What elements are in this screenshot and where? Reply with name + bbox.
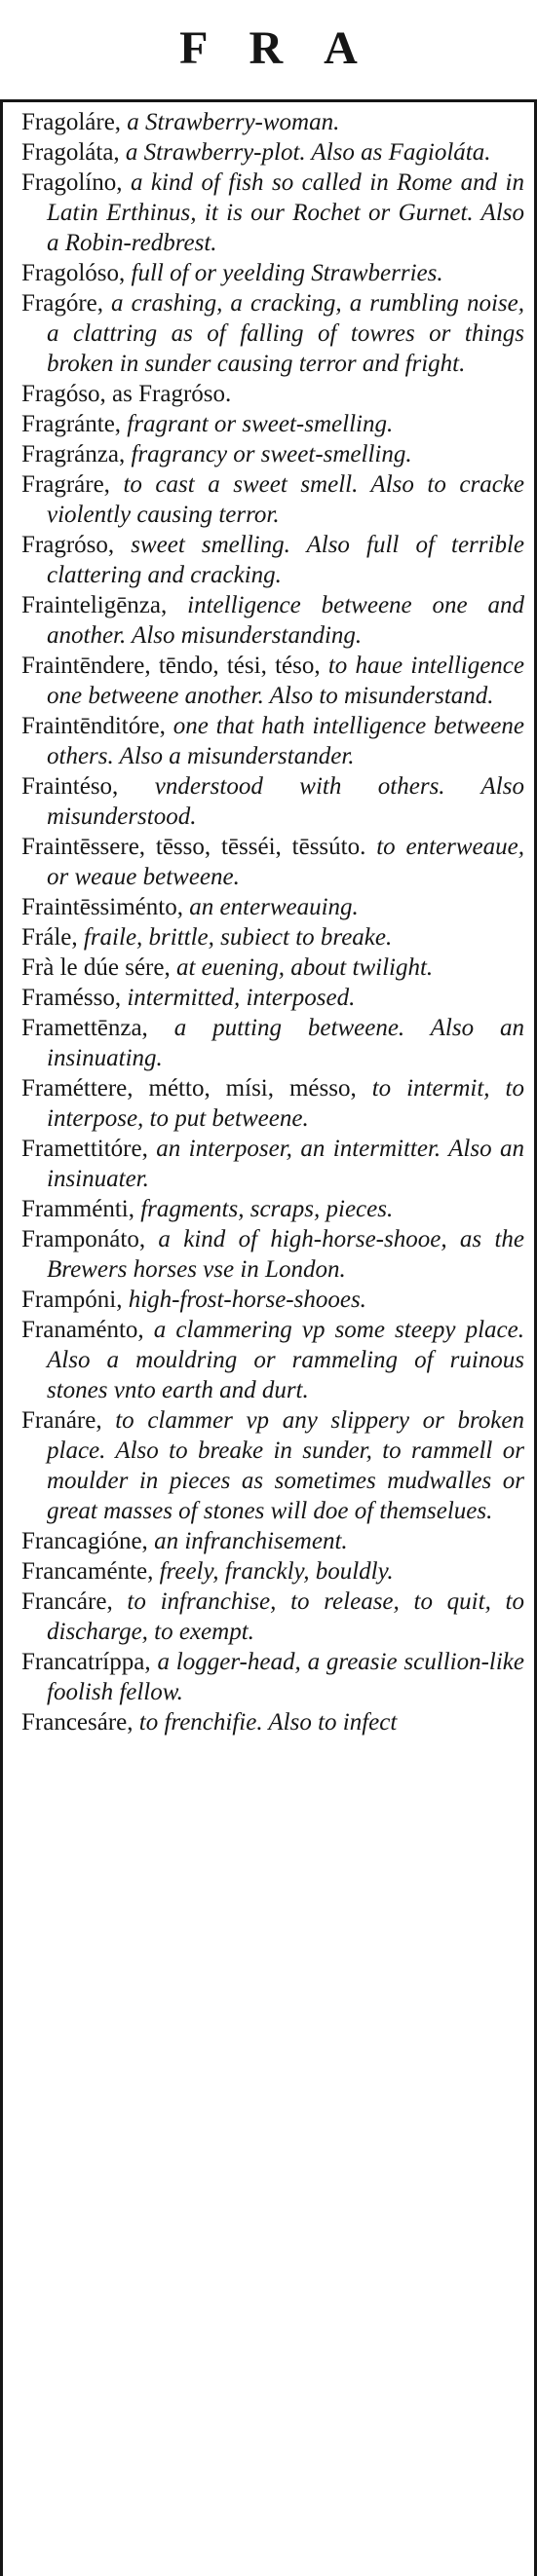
page-header xyxy=(0,0,537,97)
dictionary-entry xyxy=(21,1194,524,1224)
dictionary-entry xyxy=(21,922,524,952)
entry-headword: Frainteligēnza, xyxy=(21,592,168,618)
entry-headword: Francaménte, xyxy=(21,1558,154,1585)
dictionary-entry xyxy=(21,1224,524,1285)
entry-definition: freely, franckly, bouldly. xyxy=(153,1558,394,1585)
dictionary-entry xyxy=(21,379,524,409)
entry-definition: a kind of fish so called in Rome and in Latin Erthinus, it is our Rochet or Gurnet. Also a Robin-redbrest. xyxy=(47,169,524,256)
entry-definition: to infranchise, to release, to quit, to discharge, to exempt. xyxy=(47,1588,524,1645)
dictionary-entry xyxy=(21,1285,524,1315)
dictionary-entry xyxy=(21,771,524,832)
entry-headword: Fragróso, xyxy=(21,532,115,558)
dictionary-entry xyxy=(21,530,524,590)
entry-list xyxy=(21,107,524,1737)
entry-headword: Frà le dúe sére, xyxy=(21,954,171,981)
entry-headword: Fraintéso, xyxy=(21,773,119,800)
entry-headword: Franaménto, xyxy=(21,1317,144,1343)
dictionary-entry xyxy=(21,288,524,379)
entry-headword: Fragránza, xyxy=(21,441,126,467)
entry-headword: Framponáto, xyxy=(21,1226,146,1252)
entry-headword: Franáre, xyxy=(21,1407,102,1434)
dictionary-entry xyxy=(21,1587,524,1647)
entry-definition: a kind of high-horse-shooe, as the Brewers horses vse in London. xyxy=(47,1226,524,1283)
dictionary-entry xyxy=(21,711,524,771)
entry-definition: a putting betweene. Also an insinuating. xyxy=(47,1015,524,1071)
entry-headword: Fragóre, xyxy=(21,290,103,317)
dictionary-entry xyxy=(21,137,524,168)
entry-definition: to enterweaue, or weaue betweene. xyxy=(47,834,525,890)
dictionary-entry xyxy=(21,1526,524,1556)
entry-headword: Fragráre, xyxy=(21,471,110,498)
dictionary-entry xyxy=(21,258,524,288)
entry-headword: Framménti, xyxy=(21,1196,134,1222)
entry-definition: intelligence betweene one and another. Also misunderstanding. xyxy=(47,592,524,649)
entry-headword: Frampóni, xyxy=(21,1287,123,1313)
entry-definition: to cast a sweet smell. Also to cracke violently causing terror. xyxy=(47,471,524,528)
dictionary-entry xyxy=(21,168,524,258)
entry-definition: to clammer vp any slippery or broken place. Also to breake in sunder, to rammell or moulder in pieces as sometimes mudwalles or great masses of stones will doe of themselues. xyxy=(47,1407,524,1524)
entry-headword: Fraintēssere, tēsso, tēsséi, tēssúto. xyxy=(21,834,366,860)
entry-definition: a clammering vp some steepy place. Also a mouldring or rammeling of ruinous stones vnto earth and durt. xyxy=(47,1317,524,1403)
dictionary-entry xyxy=(21,1707,524,1737)
dictionary-entry xyxy=(21,1315,524,1405)
dictionary-entry xyxy=(21,832,524,892)
column-rule-left xyxy=(0,99,3,2576)
entry-definition: fragments, scraps, pieces. xyxy=(134,1196,394,1222)
entry-definition: high-frost-horse-shooes. xyxy=(122,1287,366,1313)
dictionary-entry xyxy=(21,1073,524,1134)
entry-definition: full of or yeelding Strawberries. xyxy=(125,260,443,286)
header-rule xyxy=(0,99,537,102)
entry-definition: a crashing, a cracking, a rumbling noise, a clattring as of falling of towres or things broken in sunder causing terror and fright. xyxy=(47,290,524,377)
entry-definition: an interposer, an intermitter. Also an insinuater. xyxy=(47,1136,524,1192)
entry-definition: an enterweauing. xyxy=(182,894,359,920)
entry-definition: fragrant or sweet-smelling. xyxy=(121,411,394,437)
entry-headword: Francesáre, xyxy=(21,1709,134,1736)
entry-headword: Fraintēssiménto, xyxy=(21,894,183,920)
entry-definition: vnderstood with others. Also misunderstood. xyxy=(47,773,524,830)
entry-definition: a Strawberry-woman. xyxy=(121,109,340,135)
dictionary-entry xyxy=(21,107,524,137)
entry-definition: a logger-head, a greasie scullion-like foolish fellow. xyxy=(47,1649,524,1705)
entry-headword: Frále, xyxy=(21,924,78,951)
dictionary-entry xyxy=(21,409,524,439)
entry-headword: Fragoláta, xyxy=(21,139,120,166)
dictionary-entry xyxy=(21,1405,524,1526)
entry-headword: Fragolíno, xyxy=(21,169,123,196)
dictionary-entry xyxy=(21,1134,524,1194)
entry-headword: Francáre, xyxy=(21,1588,113,1615)
entry-headword: Framettēnza, xyxy=(21,1015,148,1041)
entry-headword: Framéttere, métto, mísi, mésso, xyxy=(21,1075,357,1101)
entry-headword: Fraintēndere, tēndo, tési, téso, xyxy=(21,653,321,679)
entry-headword: Fraintēnditóre, xyxy=(21,713,166,739)
dictionary-entry xyxy=(21,1556,524,1587)
entry-definition: to frenchifie. Also to infect xyxy=(133,1709,398,1736)
entry-headword: Francagióne, xyxy=(21,1528,148,1554)
dictionary-entry xyxy=(21,892,524,922)
entry-headword: Francatríppa, xyxy=(21,1649,151,1675)
dictionary-entry xyxy=(21,469,524,530)
entry-headword: Framésso, xyxy=(21,985,122,1011)
entry-definition: intermitted, interposed. xyxy=(121,985,356,1011)
running-head: FRA xyxy=(179,22,399,74)
entry-definition: one that hath intelligence betweene others. Also a misunderstander. xyxy=(47,713,524,769)
entry-definition: an infranchisement. xyxy=(147,1528,348,1554)
dictionary-entry xyxy=(21,1013,524,1073)
entry-definition: sweet smelling. Also full of terrible clattering and cracking. xyxy=(47,532,524,588)
entry-definition: to intermit, to interpose, to put betweene. xyxy=(47,1075,524,1132)
dictionary-entry xyxy=(21,952,524,983)
dictionary-entry xyxy=(21,983,524,1013)
dictionary-entry xyxy=(21,439,524,469)
entry-headword: Fragolóso, xyxy=(21,260,126,286)
entry-definition: fragrancy or sweet-smelling. xyxy=(125,441,412,467)
entry-definition: a Strawberry-plot. Also as Fagioláta. xyxy=(119,139,491,166)
entry-headword: Fragóso, as Fragróso. xyxy=(21,381,232,407)
entry-definition: fraile, brittle, subiect to breake. xyxy=(77,924,393,951)
entry-headword: Fragránte, xyxy=(21,411,122,437)
dictionary-entry xyxy=(21,590,524,651)
entry-definition: at euening, about twilight. xyxy=(170,954,434,981)
entry-headword: Framettitóre, xyxy=(21,1136,148,1162)
entry-definition: to haue intelligence one betweene another. Also to misunderstand. xyxy=(47,653,524,709)
dictionary-entry xyxy=(21,1647,524,1707)
entry-headword: Fragoláre, xyxy=(21,109,122,135)
dictionary-entry xyxy=(21,651,524,711)
